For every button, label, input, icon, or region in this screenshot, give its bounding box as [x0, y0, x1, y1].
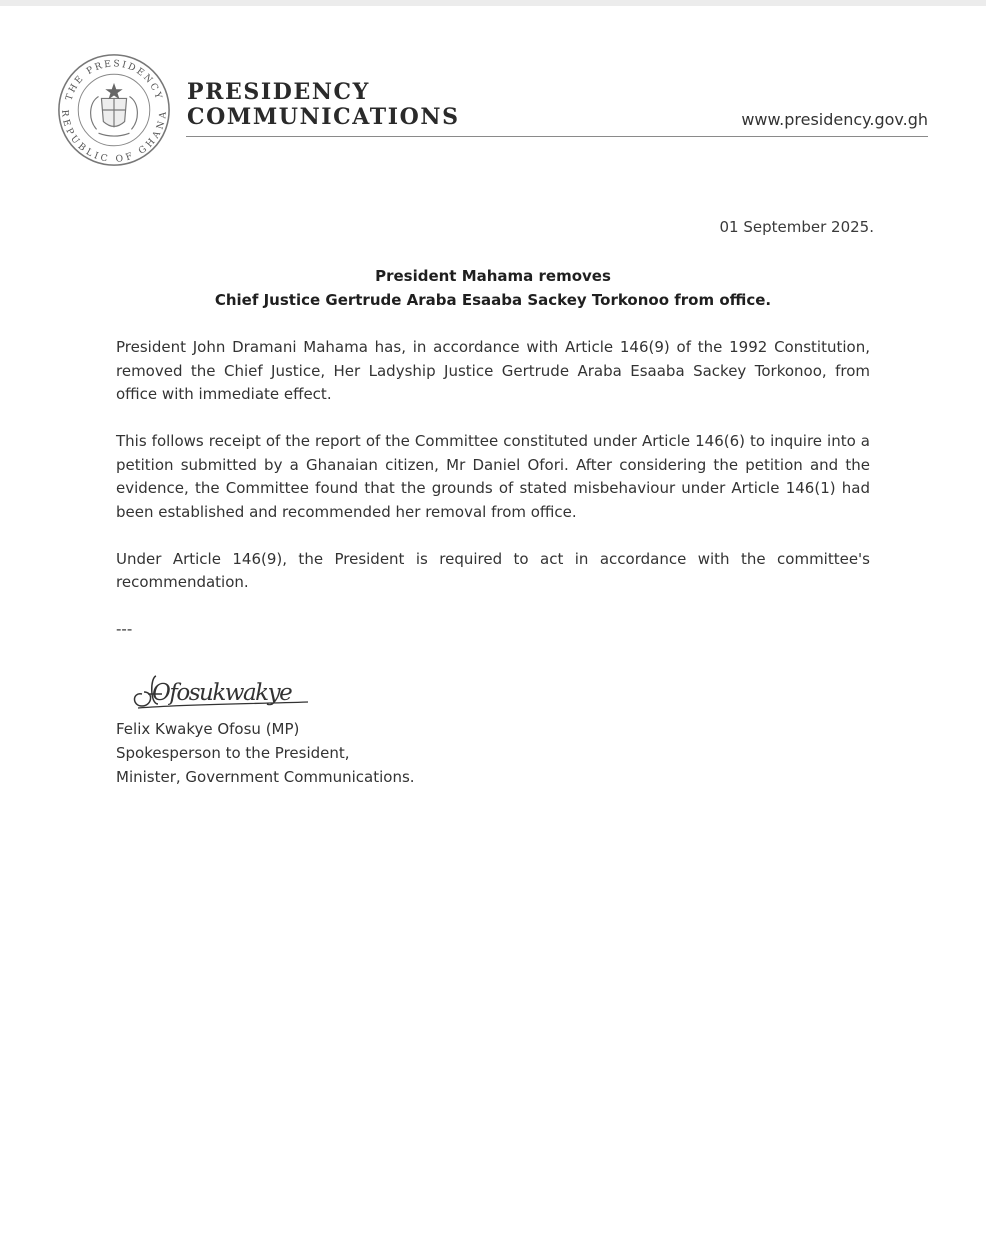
- org-name-line1: PRESIDENCY: [187, 79, 370, 105]
- separator-dashes: ---: [116, 620, 133, 638]
- org-name: [187, 80, 460, 130]
- header-divider: [186, 136, 928, 137]
- signatory-role-1: Spokesperson to the President,: [116, 744, 350, 762]
- paragraph-3: Under Article 146(9), the President is required to act in accordance with the committee's recommendation.: [116, 549, 870, 591]
- signatory-block: [116, 717, 415, 789]
- title-line1: President Mahama removes: [375, 267, 611, 285]
- paragraph-2: This follows receipt of the report of the Committee constituted under Article 146(6) to inquire into a petition submitted by a Ghanaian citizen, Mr Daniel Ofori. After considering the petition and the evidence, the Committee found that the grounds of stated misbehaviour under Article 146(1) had been established and recommended her removal from office.: [116, 432, 870, 521]
- handwritten-signature: [128, 664, 318, 716]
- svg-text:THE PRESIDENCY: THE PRESIDENCY: [63, 58, 165, 102]
- press-release-title: [116, 264, 870, 312]
- signatory-role-2: Minister, Government Communications.: [116, 768, 415, 786]
- letter-body: [116, 336, 870, 618]
- org-name-line2: COMMUNICATIONS: [187, 104, 460, 130]
- title-line2: Chief Justice Gertrude Araba Esaaba Sackey Torkonoo from office.: [214, 291, 772, 309]
- paragraph-1: President John Dramani Mahama has, in accordance with Article 146(9) of the 1992 Constitution, removed the Chief Justice, Her Ladyship Justice Gertrude Araba Esaaba Sackey Torkonoo, from office with immediate effect.: [116, 338, 870, 403]
- website-url: www.presidency.gov.gh: [741, 110, 928, 129]
- svg-text:REPUBLIC OF GHANA: REPUBLIC OF GHANA: [58, 109, 170, 165]
- top-edge-bar: [0, 0, 986, 6]
- svg-text:Ofosukwakye: Ofosukwakye: [152, 680, 292, 706]
- signatory-name: Felix Kwakye Ofosu (MP): [116, 720, 300, 738]
- letter-date: 01 September 2025.: [719, 218, 874, 236]
- presidency-seal-icon: [56, 52, 172, 168]
